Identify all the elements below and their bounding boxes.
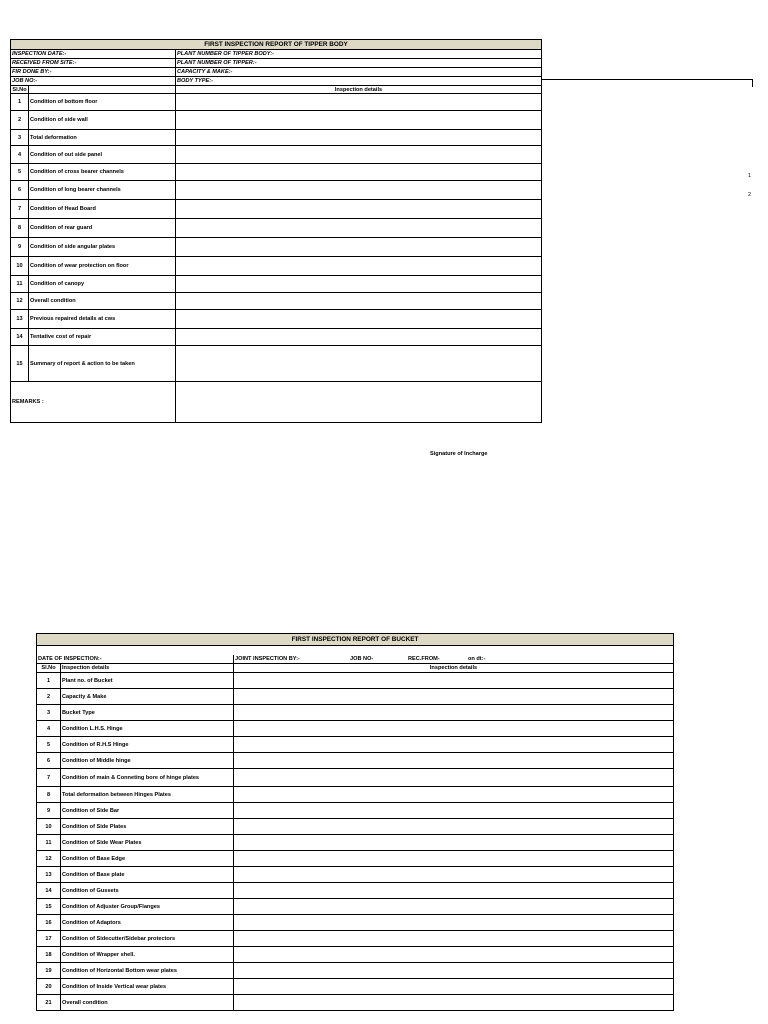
row-details-cell xyxy=(176,257,542,276)
table-row xyxy=(37,753,674,769)
table-row xyxy=(11,94,542,111)
row-details-cell xyxy=(176,293,542,310)
table-row xyxy=(37,931,674,947)
tipper-report-table xyxy=(10,39,542,423)
table-row xyxy=(37,803,674,819)
row-details-cell xyxy=(234,995,674,1011)
row-label: Condition of Adaptors xyxy=(61,915,234,931)
row-details-cell xyxy=(234,963,674,979)
job-no-field: JOB NO:- xyxy=(11,77,176,86)
row-label: Summary of report & action to be taken xyxy=(29,346,176,382)
row-details-cell xyxy=(176,111,542,130)
row-label: Total deformation xyxy=(29,130,176,146)
table-row xyxy=(37,721,674,737)
row-number: 12 xyxy=(37,851,61,867)
row-number: 2 xyxy=(11,111,29,130)
table-row xyxy=(37,835,674,851)
remarks-label: REMARKS : xyxy=(11,382,176,423)
row-details-cell xyxy=(234,705,674,721)
margin-number-2: 2 xyxy=(748,192,751,198)
table-row xyxy=(37,947,674,963)
row-number: 12 xyxy=(11,293,29,310)
row-label: Condition of out side panel xyxy=(29,146,176,164)
row-details-cell xyxy=(176,94,542,111)
row-label: Condition of bottom floor xyxy=(29,94,176,111)
table-row xyxy=(11,310,542,329)
row-label: Condition of Middle hinge xyxy=(61,753,234,769)
row-number: 8 xyxy=(37,787,61,803)
row-number: 1 xyxy=(37,673,61,689)
row-number: 14 xyxy=(11,329,29,346)
row-number: 15 xyxy=(11,346,29,382)
row-number: 4 xyxy=(37,721,61,737)
row-label: Overall condition xyxy=(61,995,234,1011)
bucket-report-title: FIRST INSPECTION REPORT OF BUCKET xyxy=(37,634,674,646)
table-row xyxy=(11,329,542,346)
row-number: 6 xyxy=(37,753,61,769)
row-details-cell xyxy=(234,803,674,819)
slno-header: Sl.No xyxy=(12,86,27,93)
table-row xyxy=(37,899,674,915)
row-label: Condition of rear guard xyxy=(29,219,176,238)
row-details-cell xyxy=(234,947,674,963)
row-details-cell xyxy=(234,899,674,915)
row-label: Plant no. of Bucket xyxy=(61,673,234,689)
job-no-field: JOB NO- xyxy=(350,655,374,662)
table-row xyxy=(37,673,674,689)
row-label: Previous repaired details at cws xyxy=(29,310,176,329)
row-number: 9 xyxy=(37,803,61,819)
row-details-cell xyxy=(234,769,674,787)
row-label: Condition of Gussets xyxy=(61,883,234,899)
row-number: 17 xyxy=(37,931,61,947)
row-details-cell xyxy=(234,721,674,737)
row-number: 20 xyxy=(37,979,61,995)
rec-from-field: REC.FROM- xyxy=(408,655,440,662)
table-row xyxy=(11,130,542,146)
row-label: Total deformation between Hinges Plates xyxy=(61,787,234,803)
row-details-cell xyxy=(234,819,674,835)
row-number: 6 xyxy=(11,181,29,200)
row-details-cell xyxy=(176,219,542,238)
row-number: 7 xyxy=(37,769,61,787)
row-details-cell xyxy=(234,883,674,899)
row-details-cell xyxy=(176,238,542,257)
row-number: 9 xyxy=(11,238,29,257)
on-date-field: on dt:- xyxy=(468,655,486,662)
row-details-cell xyxy=(176,329,542,346)
table-row xyxy=(37,915,674,931)
row-details-cell xyxy=(176,200,542,219)
row-label: Condition of cross bearer channels xyxy=(29,164,176,181)
row-details-cell xyxy=(234,753,674,769)
row-details-cell xyxy=(176,310,542,329)
row-details-cell xyxy=(176,181,542,200)
row-label: Condition of long bearer channels xyxy=(29,181,176,200)
row-label: Condition of Adjuster Group/Flanges xyxy=(61,899,234,915)
row-label: Condition of Side Plates xyxy=(61,819,234,835)
row-label: Condition of canopy xyxy=(29,276,176,293)
row-number: 16 xyxy=(37,915,61,931)
bucket-report-table xyxy=(36,633,674,1011)
row-number: 1 xyxy=(11,94,29,111)
row-label: Condition of Sidecutter/Sidebar protectors xyxy=(61,931,234,947)
body-type-field: BODY TYPE:- xyxy=(176,77,542,86)
bucket-spacer xyxy=(37,646,674,655)
table-row xyxy=(37,769,674,787)
row-label: Condition of Side Wear Plates xyxy=(61,835,234,851)
table-row xyxy=(11,164,542,181)
row-label: Condition of Wrapper shell. xyxy=(61,947,234,963)
inspection-details-header: Inspection details xyxy=(176,86,542,94)
signature-of-incharge: Signature of Incharge xyxy=(430,451,488,457)
received-from-site-field: RECEIVED FROM SITE:- xyxy=(11,59,176,68)
row-label: Condition of R.H.S Hinge xyxy=(61,737,234,753)
row-details-cell xyxy=(234,979,674,995)
row-label: Condition of Base plate xyxy=(61,867,234,883)
table-row xyxy=(37,819,674,835)
row-label: Condition of side wall xyxy=(29,111,176,130)
table-row xyxy=(11,200,542,219)
row-number: 11 xyxy=(11,276,29,293)
row-number: 3 xyxy=(37,705,61,721)
row-label: Condition of Horizontal Bottom wear plates xyxy=(61,963,234,979)
row-number: 8 xyxy=(11,219,29,238)
row-label: Bucket Type xyxy=(61,705,234,721)
table-row xyxy=(11,181,542,200)
table-row xyxy=(11,293,542,310)
table-row xyxy=(11,146,542,164)
table-row xyxy=(37,705,674,721)
row-details-cell xyxy=(234,915,674,931)
inspection-details-header: Inspection details xyxy=(234,664,674,673)
remarks-cell xyxy=(176,382,542,423)
row-details-cell xyxy=(176,146,542,164)
slno-header: Sl.No xyxy=(37,664,61,673)
row-number: 18 xyxy=(37,947,61,963)
row-number: 21 xyxy=(37,995,61,1011)
table-row xyxy=(37,851,674,867)
table-row xyxy=(11,219,542,238)
table-row xyxy=(37,689,674,705)
row-details-cell xyxy=(176,130,542,146)
margin-number-1: 1 xyxy=(748,173,751,179)
plant-number-tipper-field: PLANT NUMBER OF TIPPER:- xyxy=(176,59,542,68)
row-details-cell xyxy=(176,164,542,181)
row-number: 11 xyxy=(37,835,61,851)
row-number: 14 xyxy=(37,883,61,899)
table-row xyxy=(11,238,542,257)
row-label: Condition of wear protection on floor xyxy=(29,257,176,276)
row-label: Condition of side angular plates xyxy=(29,238,176,257)
plant-number-tipper-body-field: PLANT NUMBER OF TIPPER BODY:- xyxy=(176,50,542,59)
row-label: Condition of main & Conneting bore of hinge plates xyxy=(61,769,234,787)
row-label: Condition of Inside Vertical wear plates xyxy=(61,979,234,995)
capacity-make-field: CAPACITY & MAKE:- xyxy=(176,68,542,77)
table-row xyxy=(37,979,674,995)
row-label: Condition of Head Board xyxy=(29,200,176,219)
row-details-cell xyxy=(234,851,674,867)
row-label: Tentative cost of repair xyxy=(29,329,176,346)
row-details-cell xyxy=(234,787,674,803)
row-number: 10 xyxy=(11,257,29,276)
row-details-cell xyxy=(234,867,674,883)
table-row xyxy=(11,257,542,276)
fir-done-by-field: FIR DONE BY:- xyxy=(11,68,176,77)
header-extension-tick xyxy=(752,79,753,87)
table-row xyxy=(37,867,674,883)
table-row xyxy=(11,111,542,130)
row-number: 5 xyxy=(11,164,29,181)
bucket-header-info xyxy=(234,655,674,664)
inspection-date-field: INSPECTION DATE:- xyxy=(11,50,176,59)
date-of-inspection-field: DATE OF INSPECTION:- xyxy=(37,655,234,664)
row-details-cell xyxy=(234,931,674,947)
header-extension-line xyxy=(541,79,753,80)
row-details-cell xyxy=(176,276,542,293)
item-header xyxy=(29,86,176,94)
row-number: 2 xyxy=(37,689,61,705)
row-details-cell xyxy=(176,346,542,382)
row-details-cell xyxy=(234,673,674,689)
table-row xyxy=(37,963,674,979)
row-number: 3 xyxy=(11,130,29,146)
row-details-cell xyxy=(234,689,674,705)
row-label: Condition of Base Edge xyxy=(61,851,234,867)
row-details-cell xyxy=(234,737,674,753)
row-number: 5 xyxy=(37,737,61,753)
row-label: Condition of Side Bar xyxy=(61,803,234,819)
row-label: Capacity & Make xyxy=(61,689,234,705)
row-number: 7 xyxy=(11,200,29,219)
table-row xyxy=(37,737,674,753)
item-header: Inspection details xyxy=(61,664,234,673)
row-number: 4 xyxy=(11,146,29,164)
row-number: 10 xyxy=(37,819,61,835)
row-number: 13 xyxy=(11,310,29,329)
row-label: Overall condition xyxy=(29,293,176,310)
row-number: 15 xyxy=(37,899,61,915)
row-number: 13 xyxy=(37,867,61,883)
row-label: Condition L.H.S. Hinge xyxy=(61,721,234,737)
row-number: 19 xyxy=(37,963,61,979)
table-row xyxy=(37,995,674,1011)
table-row xyxy=(37,787,674,803)
row-details-cell xyxy=(234,835,674,851)
table-row xyxy=(11,346,542,382)
tipper-report-title: FIRST INSPECTION REPORT OF TIPPER BODY xyxy=(11,40,542,50)
joint-inspection-field: JOINT INSPECTION BY:- xyxy=(235,655,300,662)
table-row xyxy=(11,276,542,293)
table-row xyxy=(37,883,674,899)
